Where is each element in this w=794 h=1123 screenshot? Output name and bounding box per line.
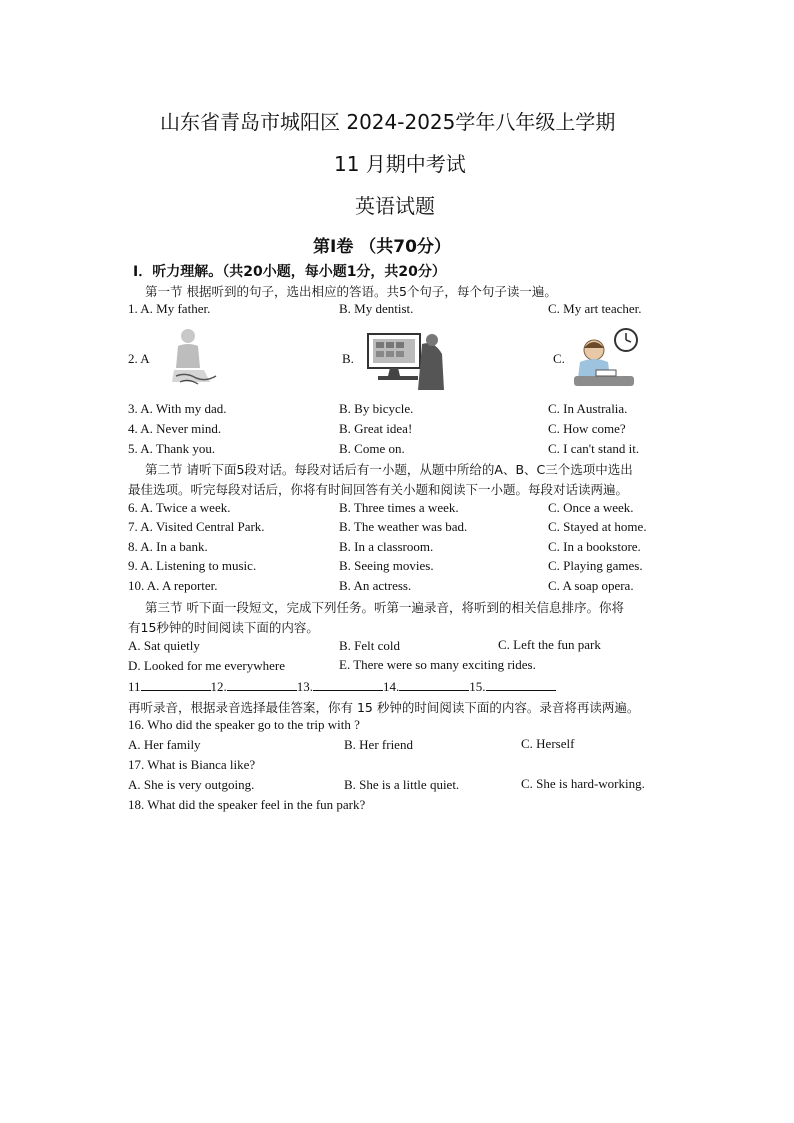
q17-option-b: B. She is a little quiet.	[344, 777, 460, 792]
sequence-option-a: A. Sat quietly	[128, 638, 200, 653]
part-title: 第Ⅰ卷 （共70分）	[313, 237, 451, 257]
section1-instructions: 第一节 根据听到的句子，选出相应的答语。共5个句子，每个句子读一遍。	[145, 284, 557, 299]
exam-title-line2: 11 月期中考试	[334, 152, 466, 176]
sequence-option-e: E. There were so many exciting rides.	[339, 657, 536, 672]
q1-option-b: B. My dentist.	[339, 301, 414, 316]
answer-blank-13[interactable]	[313, 678, 383, 691]
q9-option-b: B. Seeing movies.	[339, 558, 434, 573]
exam-subject-title: 英语试题	[355, 194, 435, 218]
q3-option-a: 3. A. With my dad.	[128, 401, 227, 416]
blank-label-14: 14.	[383, 679, 400, 694]
student-with-clock-image	[570, 326, 642, 390]
sequence-option-d: D. Looked for me everywhere	[128, 658, 286, 673]
answer-blank-15[interactable]	[486, 678, 556, 691]
answer-blanks-row	[128, 678, 556, 695]
q7-option-a: 7. A. Visited Central Park.	[128, 519, 265, 534]
answer-blank-14[interactable]	[399, 678, 469, 691]
q1-option-c: C. My art teacher.	[548, 301, 642, 316]
q5-option-c: C. I can't stand it.	[548, 441, 640, 456]
q6-option-a: 6. A. Twice a week.	[128, 500, 231, 515]
answer-blank-11[interactable]	[141, 678, 211, 691]
q6-option-c: C. Once a week.	[548, 500, 634, 515]
q9-option-c: C. Playing games.	[548, 558, 643, 573]
q2-option-b: B.	[342, 351, 354, 366]
person-with-dog-image	[168, 326, 224, 388]
q4-option-c: C. How come?	[548, 421, 626, 436]
q18-question: 18. What did the speaker feel in the fun park?	[128, 797, 366, 812]
section3-instructions-line2: 有15秒钟的时间阅读下面的内容。	[128, 620, 319, 635]
blank-label-11: 11	[128, 679, 141, 694]
q4-option-b: B. Great idea!	[339, 421, 413, 436]
section3-instructions-line3: 再听录音，根据录音选择最佳答案，你有 15 秒钟的时间阅读下面的内容。录音将再读两遍。	[128, 700, 640, 715]
computer-image	[364, 330, 448, 392]
q2-option-c: C.	[553, 351, 565, 366]
q8-option-a: 8. A. In a bank.	[128, 539, 208, 554]
q5-option-a: 5. A. Thank you.	[128, 441, 216, 456]
q6-option-b: B. Three times a week.	[339, 500, 459, 515]
section3-instructions-line1: 第三节 听下面一段短文，完成下列任务。听第一遍录音，将听到的相关信息排序。你将	[145, 600, 624, 615]
q5-option-b: B. Come on.	[339, 441, 405, 456]
q16-option-b: B. Her friend	[344, 737, 413, 752]
q4-option-a: 4. A. Never mind.	[128, 421, 222, 436]
q8-option-b: B. In a classroom.	[339, 539, 434, 554]
q8-option-c: C. In a bookstore.	[548, 539, 641, 554]
blank-label-12: 12.	[210, 679, 227, 694]
q10-option-c: C. A soap opera.	[548, 578, 634, 593]
q16-question: 16. Who did the speaker go to the trip with ?	[128, 717, 360, 732]
q10-option-a: 10. A. A reporter.	[128, 578, 218, 593]
section-title: Ⅰ．听力理解。（共20小题，每小题1分，共20分）	[133, 264, 446, 280]
section2-instructions-line1: 第二节 请听下面5段对话。每段对话后有一小题，从题中所给的A、B、C三个选项中选出	[145, 462, 633, 477]
q1-option-a: 1. A. My father.	[128, 301, 211, 316]
q17-option-a: A. She is very outgoing.	[128, 777, 255, 792]
q16-option-a: A. Her family	[128, 737, 201, 752]
q7-option-c: C. Stayed at home.	[548, 519, 647, 534]
q9-option-a: 9. A. Listening to music.	[128, 558, 257, 573]
sequence-option-c: C. Left the fun park	[498, 637, 601, 652]
blank-label-13: 13.	[296, 679, 314, 694]
q16-option-c: C. Herself	[521, 736, 575, 751]
q3-option-c: C. In Australia.	[548, 401, 628, 416]
exam-title-line1: 山东省青岛市城阳区 2024-2025学年八年级上学期	[160, 110, 616, 134]
blank-label-15: 15.	[469, 679, 486, 694]
q17-option-c: C. She is hard-working.	[521, 776, 645, 791]
answer-blank-12[interactable]	[227, 678, 297, 691]
sequence-option-b: B. Felt cold	[339, 638, 401, 653]
q10-option-b: B. An actress.	[339, 578, 412, 593]
section2-instructions-line2: 最佳选项。听完每段对话后，你将有时间回答有关小题和阅读下一小题。每段对话读两遍。	[128, 482, 629, 497]
q2-option-a: 2. A	[128, 351, 150, 366]
q3-option-b: B. By bicycle.	[339, 401, 414, 416]
q17-question: 17. What is Bianca like?	[128, 757, 256, 772]
q7-option-b: B. The weather was bad.	[339, 519, 468, 534]
